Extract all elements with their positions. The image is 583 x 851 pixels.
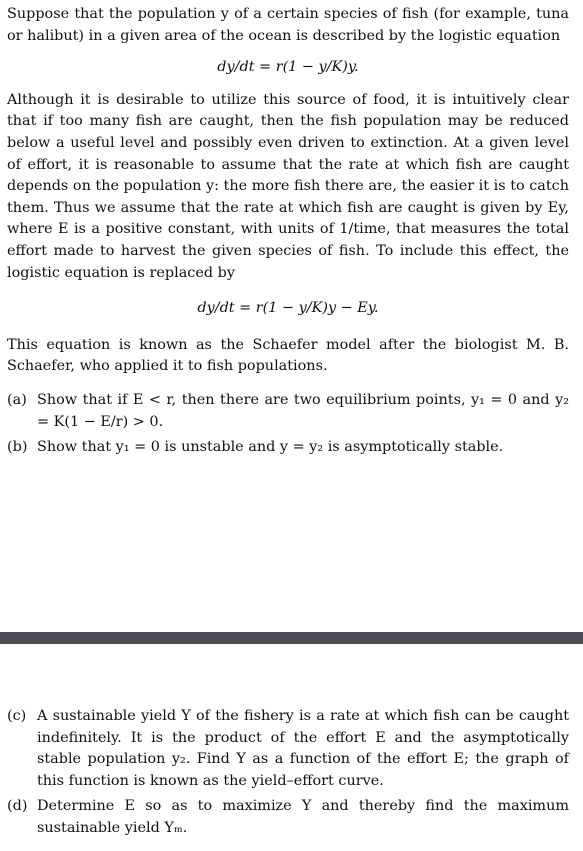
problem-text-top	[0, 4, 583, 459]
intro-paragraph: Suppose that the population y of a certain species of fish (for example, tuna or halibut) in a given area of the ocean is described by the logistic equation	[7, 6, 569, 44]
question-list-top	[7, 390, 569, 459]
question-text: Show that y₁ = 0 is unstable and y = y₂ is asymptotically stable.	[37, 439, 504, 456]
question-item-c	[7, 706, 569, 792]
question-item-d	[7, 796, 569, 839]
question-item-a	[7, 390, 569, 433]
question-list-bottom	[7, 706, 569, 840]
question-text: Show that if E < r, then there are two equilibrium points, y₁ = 0 and y₂ = K(1 − E/r) > 0.	[37, 391, 569, 430]
page-divider	[0, 632, 583, 644]
question-text: A sustainable yield Y of the fishery is a rate at which fish can be caught indefinitely. It is the product of the effort E and the asymptotically stable population y₂. Find Y as a function of the effort E; the graph of this function is known as the yield–effort curve.	[37, 708, 569, 789]
question-item-b	[7, 437, 569, 459]
schaefer-equation: dy/dt = r(1 − y/K)y − Ey.	[197, 300, 379, 317]
problem-text-bottom	[0, 706, 583, 840]
harvest-paragraph: Although it is desirable to utilize this source of food, it is intuitively clear that if too many fish are caught, then the fish population may be reduced below a useful level and possibly even driven to extinction. At a given level of effort, it is reasonable to assume that the rate at which fish are caught depends on the population y: the more fish there are, the easier it is to catch them. Thus we assume that the rate at which fish are caught is given by Ey, where E is a positive constant, with units of 1/time, that measures the total effort made to harvest the given species of fish. To include this effect, the logistic equation is replaced by	[7, 91, 569, 281]
question-label: (d)	[7, 798, 28, 815]
logistic-equation: dy/dt = r(1 − y/K)y.	[217, 59, 359, 76]
question-label: (a)	[7, 391, 27, 408]
question-label: (c)	[7, 708, 27, 724]
schaefer-paragraph: This equation is known as the Schaefer model after the biologist M. B. Schaefer, who applied it to fish populations.	[7, 336, 569, 375]
question-label: (b)	[7, 439, 28, 456]
question-text: Determine E so as to maximize Y and thereby find the maximum sustainable yield Yₘ.	[37, 798, 569, 836]
